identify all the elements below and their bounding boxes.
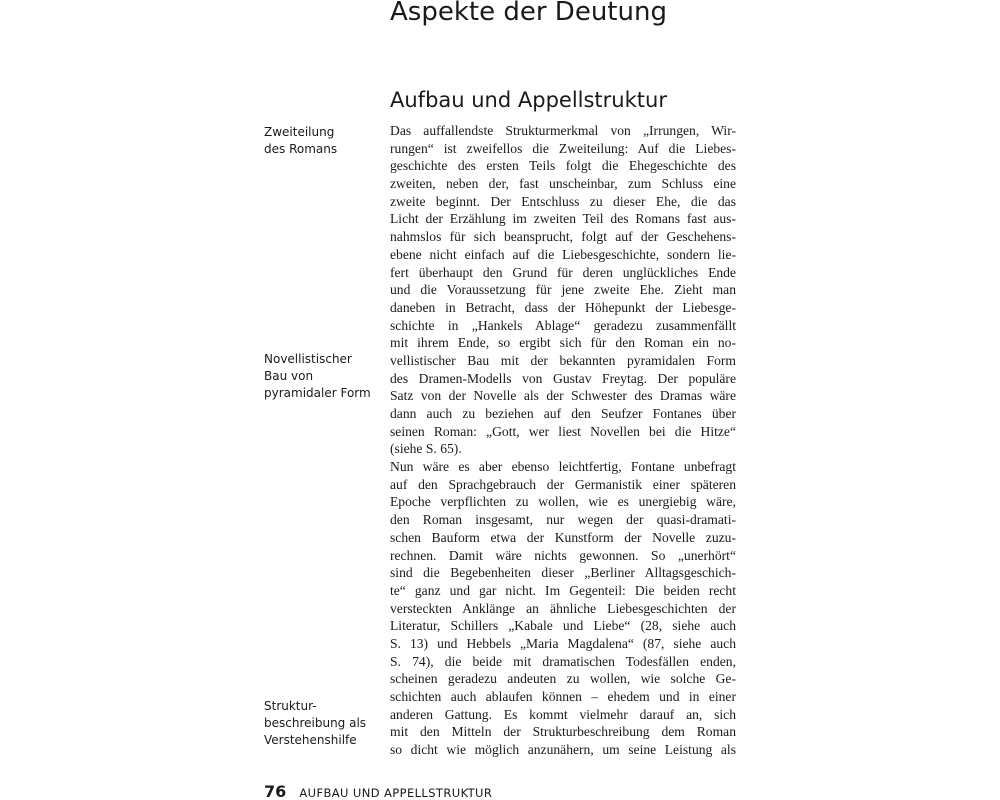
body-text-line: rechnen. Damit wäre nichts gewonnen. So „unerhört“: [390, 547, 736, 563]
body-text-line: mit ihrem Ende, so ergibt sich für den Roman ein no-: [390, 335, 736, 351]
body-text-line: Literatur, Schillers „Kabale und Liebe“ (28, siehe auch: [390, 618, 736, 634]
section-title: Aufbau und Appellstruktur: [390, 88, 667, 112]
body-text-line: den Roman insgesamt, nur wegen der quasi-dramati-: [390, 512, 736, 528]
margin-note-line: Zweiteilung: [264, 125, 335, 139]
body-text-line: Licht der Erzählung im zweiten Teil des Romans fast aus-: [390, 211, 736, 227]
body-text-line: Nun wäre es aber ebenso leichtfertig, Fontane unbefragt: [390, 459, 736, 475]
chapter-title: Aspekte der Deutung: [390, 0, 667, 27]
body-text-line: mit den Mitteln der Strukturbeschreibung dem Roman: [390, 724, 736, 740]
body-text-line: sind die Begebenheiten dieser „Berliner Alltagsgeschich-: [390, 565, 736, 581]
body-text-line: fert überhaupt den Grund für deren unglückliches Ende: [390, 264, 736, 280]
margin-note-line: beschreibung als: [264, 716, 367, 730]
body-text-line: versteckten Anklänge an ähnliche Liebesgeschichten der: [390, 600, 736, 616]
margin-note-line: Struktur-: [264, 699, 317, 713]
body-text-line: schen Bauform etwa der Kunstform der Novelle zuzu-: [390, 529, 736, 545]
body-text-line: S. 74), die beide mit dramatischen Todesfällen enden,: [390, 653, 736, 669]
body-text-line: te“ ganz und gar nicht. Im Gegenteil: Die beiden recht: [390, 582, 736, 598]
running-head: AUFBAU UND APPELLSTRUKTUR: [299, 786, 493, 800]
body-text-line: seinen Roman: „Gott, wer liest Novellen bei die Hitze“: [390, 423, 736, 439]
body-text-line: und die Voraussetzung für jene zweite Ehe. Zieht man: [390, 282, 736, 298]
body-text: [390, 122, 736, 759]
body-text-line: scheinen geradezu andeuten zu wollen, wie solche Ge-: [390, 671, 736, 687]
margin-note-line: Bau von: [264, 369, 314, 383]
page-footer: [264, 782, 492, 800]
margin-note-zweiteilung: [264, 124, 382, 158]
margin-note-line: Verstehenshilfe: [264, 733, 357, 747]
margin-note-strukturbeschreibung: [264, 698, 382, 749]
body-text-line: zweiten, neben der, fast unscheinbar, zum Schluss eine: [390, 176, 736, 192]
body-text-line: rungen“ ist zweifellos die Zweiteilung: Auf die Liebes-: [390, 140, 736, 156]
body-text-line: anderen Gattung. Es kommt vielmehr darauf an, sich: [390, 706, 736, 722]
body-text-line: daneben in Betracht, dass der Höhepunkt der Liebesge-: [390, 299, 736, 315]
body-text-line: des Dramen-Modells von Gustav Freytag. Der populäre: [390, 370, 736, 386]
body-text-line: so dicht wie möglich anzunähern, um seine Leistung als: [390, 742, 736, 758]
body-text-line: ebene nicht einfach auf die Liebesgeschichte, sondern lie-: [390, 246, 736, 262]
body-text-line: zweite beginnt. Der Entschluss zu dieser Ehe, die das: [390, 193, 736, 209]
page-number: 76: [264, 782, 287, 800]
body-text-line: (siehe S. 65).: [390, 441, 462, 457]
body-text-line: vellistischer Bau mit der bekannten pyramidalen Form: [390, 352, 736, 368]
margin-note-line: Novellistischer: [264, 352, 352, 366]
margin-note-line: pyramidaler Form: [264, 386, 371, 400]
body-text-line: schichte in „Hankels Ablage“ geradezu zusammenfällt: [390, 317, 736, 333]
body-text-line: auf den Sprachgebrauch der Germanistik einer späteren: [390, 476, 736, 492]
body-text-line: schichten auch ablaufen können – ehedem und in einer: [390, 689, 736, 704]
body-text-line: geschichte des ersten Teils folgt die Ehegeschichte des: [390, 158, 736, 174]
body-text-line: Epoche verpflichten zu wollen, wie es unergiebig wäre,: [390, 494, 736, 510]
margin-note-line: des Romans: [264, 142, 338, 156]
body-text-line: S. 13) und Hebbels „Maria Magdalena“ (87, siehe auch: [390, 635, 736, 651]
body-text-line: Das auffallendste Strukturmerkmal von „Irrungen, Wir-: [390, 123, 736, 138]
margin-note-novellistischer-bau: [264, 351, 382, 402]
body-text-line: dann auch zu beziehen auf den Seufzer Fontanes über: [390, 406, 736, 421]
body-text-line: nahmslos für sich beansprucht, folgt auf der Geschehens-: [390, 229, 736, 245]
body-text-line: Satz von der Novelle als der Schwester des Dramas wäre: [390, 388, 736, 404]
